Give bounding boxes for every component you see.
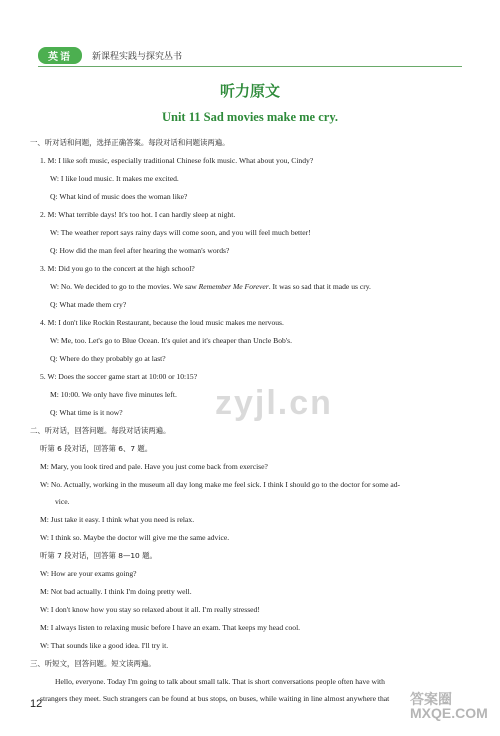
transcript-line: Q: What kind of music does the woman like?: [50, 192, 188, 201]
page-number: 12: [30, 698, 43, 710]
page-header: [38, 47, 182, 63]
transcript-line: M: 10:00. We only have five minutes left.: [50, 390, 177, 399]
transcript-line: W: Me, too. Let's go to Blue Ocean. It's quiet and it's cheaper than Uncle Bob's.: [50, 336, 293, 345]
transcript-line: W: How are your exams going?: [40, 569, 137, 578]
series-title: 新课程实践与探究丛书: [92, 51, 183, 62]
transcript-line: W: No. Actually, working in the museum all day long make me feel sick. I think I should go to the doctor for some ad-: [40, 480, 401, 489]
transcript-line: W: That sounds like a good idea. I'll try it.: [40, 641, 169, 650]
transcript-line: M: Just take it easy. I think what you need is relax.: [40, 515, 195, 524]
transcript-line: 4. M: I don't like Rockin Restaurant, because the loud music makes me nervous.: [40, 318, 284, 327]
transcript-line: Q: Where do they probably go at last?: [50, 354, 166, 363]
transcript-line: 3. M: Did you go to the concert at the high school?: [40, 264, 195, 273]
transcript-line: W: I don't know how you stay so relaxed about it all. I'm really stressed!: [40, 605, 260, 614]
corner-watermark: 答案圈 MXQE.COM: [410, 691, 488, 721]
section-title: 听力原文: [219, 82, 280, 100]
transcript-line: 2. M: What terrible days! It's too hot. I can hardly sleep at night.: [40, 210, 236, 219]
transcript-line: 一、听对话和问题，选择正确答案。每段对话和问题读两遍。: [30, 138, 230, 147]
transcript-line: Q: What time is it now?: [50, 408, 123, 417]
unit-title: Unit 11 Sad movies make me cry.: [161, 110, 339, 124]
transcript-line: 听第 7 段对话，回答第 8—10 题。: [40, 551, 157, 560]
watermark: zyjl.cn: [215, 384, 333, 422]
transcript-line: Q: What made them cry?: [50, 300, 127, 309]
transcript-line: 二、听对话，回答问题。每段对话读两遍。: [30, 426, 171, 435]
transcript-line: W: The weather report says rainy days will come soon, and you will feel much better!: [50, 228, 311, 237]
transcript-line: 三、听短文，回答问题。短文读两遍。: [30, 659, 156, 668]
subject-badge: 英语: [38, 47, 82, 64]
transcript-line: Q: How did the man feel after hearing the woman's words?: [50, 246, 230, 255]
transcript-line: vice.: [55, 497, 70, 506]
transcript-line: Hello, everyone. Today I'm going to talk about small talk. That is short conversations people often have with: [55, 677, 385, 686]
transcript-line: M: Mary, you look tired and pale. Have you just come back from exercise?: [40, 462, 268, 471]
transcript-line: W: I like loud music. It makes me excited.: [50, 174, 179, 183]
header-divider: [38, 66, 462, 67]
transcript-line: 5. W: Does the soccer game start at 10:00 or 10:15?: [40, 372, 198, 381]
transcript-line: strangers they meet. Such strangers can be found at bus stops, on buses, while waiting in line almost anywhere that: [40, 694, 390, 703]
transcript-line: 1. M: I like soft music, especially traditional Chinese folk music. What about you, Cindy?: [40, 156, 314, 165]
transcript-line: W: I think so. Maybe the doctor will give me the same advice.: [40, 533, 230, 542]
transcript-line: 听第 6 段对话，回答第 6、7 题。: [40, 444, 153, 453]
transcript-line: M: I always listen to relaxing music before I have an exam. That keeps my head cool.: [40, 623, 301, 632]
transcript-line: M: Not bad actually. I think I'm doing pretty well.: [40, 587, 192, 596]
transcript-line: W: No. We decided to go to the movies. We saw Remember Me Forever. It was so sad that it made us cry.: [50, 282, 371, 291]
